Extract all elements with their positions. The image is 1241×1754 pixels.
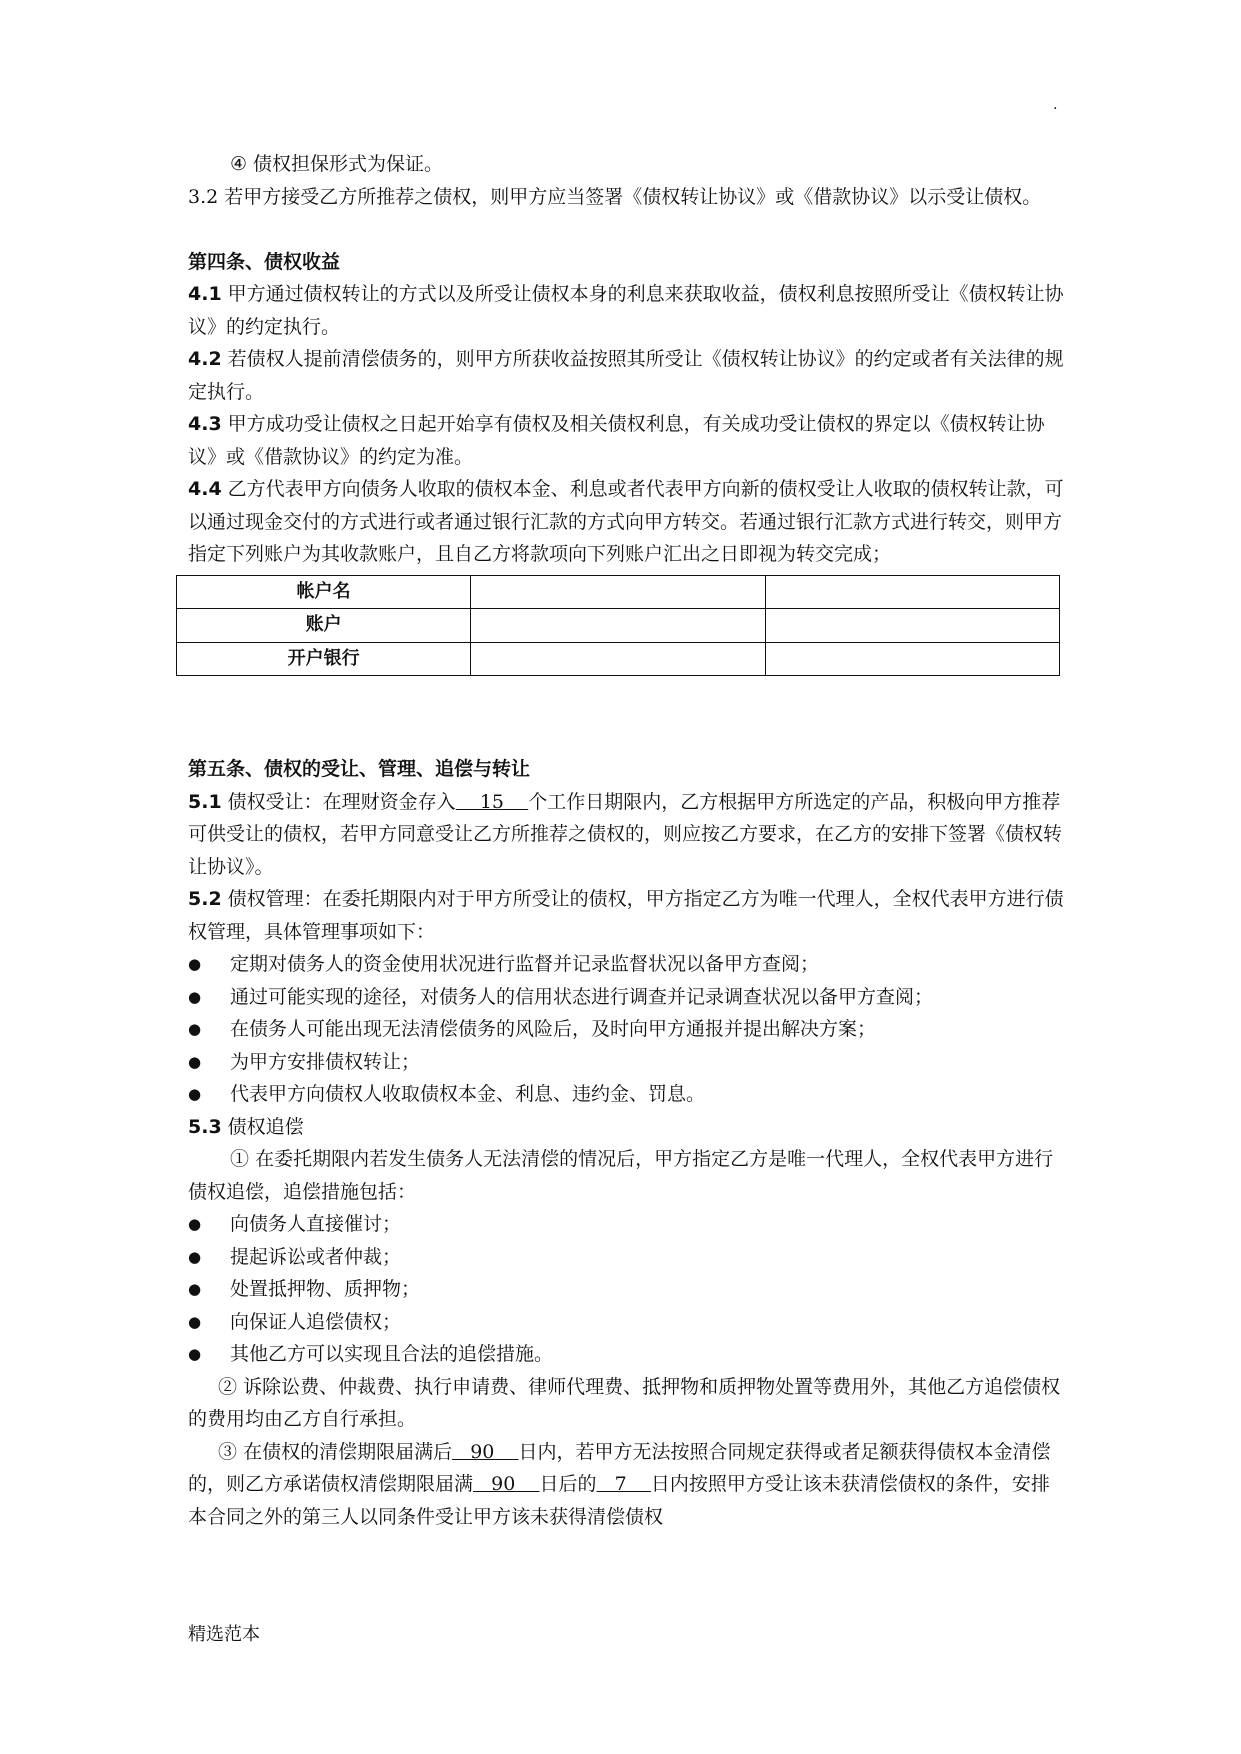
list-item [188, 1241, 1068, 1274]
table-row [177, 642, 1060, 676]
para-number: 4.3 [188, 413, 222, 435]
para-text: 若债权人提前清偿债务的，则甲方所获收益按照其所受让《债权转让协议》的约定或者有关法律的规定执行。 [188, 348, 1064, 403]
list-item [188, 1338, 1068, 1371]
bullet-icon: ● [188, 1052, 202, 1071]
para-text: 日后的 [539, 1473, 597, 1495]
blank-days: 15 [455, 790, 529, 813]
list-item-text: 向保证人追偿债权； [230, 1310, 402, 1333]
para-text: 乙方代表甲方向债务人收取的债权本金、利息或者代表甲方向新的债权受让人收取的债权转让款，可以通过现金交付的方式进行或者通过银行汇款的方式向甲方转交。若通过银行汇款方式进行转交，则甲方指定下列账户为其收款账户，且自乙方将款项向下列账户汇出之日即视为转交完成； [188, 478, 1064, 565]
item-marker: ② [218, 1375, 238, 1398]
list-item [188, 1013, 1068, 1046]
section-4-title: 第四条、债权收益 [188, 250, 341, 273]
list-item [188, 1046, 1068, 1079]
list-item-text: 向债务人直接催讨； [230, 1213, 402, 1235]
para-4-1 [188, 278, 1068, 343]
list-item [188, 1306, 1068, 1339]
document-body [188, 148, 1068, 1533]
bullet-icon: ● [188, 1312, 202, 1331]
para-4-3 [188, 408, 1068, 473]
list-item-text: 为甲方安排债权转让； [230, 1050, 421, 1073]
table-cell [765, 642, 1059, 676]
list-item-text: 代表甲方向债权人收取债权本金、利息、违约金、罚息。 [230, 1083, 706, 1105]
para-number: 3.2 [188, 185, 219, 208]
blank-days: 90 [473, 1473, 540, 1495]
list-item [188, 1208, 1068, 1241]
list-item-text: 提起诉讼或者仲裁； [230, 1245, 402, 1268]
table-cell [765, 575, 1059, 609]
para-3-2 [188, 181, 1068, 214]
bullet-icon: ● [188, 1215, 202, 1233]
para-number: 5.1 [188, 790, 222, 813]
bullet-icon: ● [188, 955, 202, 973]
para-4-4 [188, 473, 1068, 571]
para-text: 债权管理：在委托期限内对于甲方所受让的债权，甲方指定乙方为唯一代理人，全权代表甲方进行债权管理，具体管理事项如下： [188, 888, 1064, 943]
para-5-1 [188, 786, 1068, 884]
list-item-text: 处置抵押物、质押物； [230, 1278, 421, 1300]
blank-days: 90 [452, 1440, 519, 1463]
para-5-2 [188, 883, 1068, 948]
item-text: 债权担保形式为保证。 [253, 153, 444, 175]
table-row [177, 609, 1060, 643]
section-5-title: 第五条、债权的受让、管理、追偿与转让 [188, 758, 531, 780]
list-item-text: 通过可能实现的途径，对债务人的信用状态进行调查并记录调查状况以备甲方查阅； [230, 985, 934, 1008]
para-text: 个工作日期限内，乙方根据甲方所选定的产品，积极向甲方推荐可供受让的债权，若甲方同意受让乙方所推荐之债权的，则应按乙方要求，在乙方的安排下签署《债权转让协议》。 [188, 790, 1063, 878]
para-text: 甲方通过债权转让的方式以及所受让债权本身的利息来获取收益，债权利息按照所受让《债权转让协议》的约定执行。 [188, 283, 1064, 338]
bullet-icon: ● [188, 1345, 202, 1363]
para-text: 日内按照甲方受让该未获清偿债权的条件，安排本合同之外的第三人以同条件受让甲方该未获得清偿债权 [188, 1473, 1050, 1528]
bullet-icon: ● [188, 1280, 202, 1298]
table-cell-label: 帐户名 [177, 575, 471, 609]
bullet-icon: ● [188, 1247, 202, 1266]
para-number: 4.2 [188, 348, 222, 370]
para-number: 4.1 [188, 283, 222, 305]
management-list [188, 948, 1068, 1111]
para-text: 债权追偿 [227, 1115, 304, 1138]
para-number: 4.4 [188, 478, 222, 500]
para-number: 5.2 [188, 888, 222, 910]
item-marker: ③ [218, 1440, 238, 1463]
header-mark: . [1053, 97, 1058, 113]
bullet-icon: ● [188, 987, 202, 1006]
para-text: 甲方成功受让债权之日起开始享有债权及相关债权利息，有关成功受让债权的界定以《债权转让协议》或《借款协议》的约定为准。 [188, 413, 1045, 468]
list-item [188, 981, 1068, 1014]
list-item-text: 定期对债务人的资金使用状况进行监督并记录监督状况以备甲方查阅； [230, 953, 820, 975]
para-text: 诉除讼费、仲裁费、执行申请费、律师代理费、抵押物和质押物处置等费用外，其他乙方追偿债权的费用均由乙方自行承担。 [188, 1375, 1061, 1430]
list-item [188, 1078, 1068, 1111]
account-table [176, 575, 1060, 677]
para-5-3 [188, 1111, 1068, 1144]
table-cell [471, 609, 765, 643]
table-cell [765, 609, 1059, 643]
list-item [188, 948, 1068, 981]
para-4-2 [188, 343, 1068, 408]
para-text: 若甲方接受乙方所推荐之债权，则甲方应当签署《债权转让协议》或《借款协议》以示受让债权。 [224, 185, 1042, 208]
blank-days: 7 [596, 1473, 651, 1495]
footer-label: 精选范本 [188, 1624, 260, 1645]
para-5-3-2 [188, 1371, 1068, 1436]
table-row [177, 575, 1060, 609]
sec3-item4 [188, 148, 1068, 181]
para-text: 日内，若甲方无法按照合同规定获得或者足额获得债权本金清偿的，则乙方承诺债权清偿期限届满 [188, 1440, 1051, 1495]
item-marker: ① [230, 1148, 250, 1170]
bullet-icon: ● [188, 1085, 202, 1103]
para-text: 债权受让：在理财资金存入 [227, 790, 456, 813]
para-5-3-3 [188, 1436, 1068, 1534]
table-cell-label: 账户 [177, 609, 471, 643]
para-5-3-1 [188, 1143, 1068, 1208]
para-text: 在委托期限内若发生债务人无法清偿的情况后，甲方指定乙方是唯一代理人，全权代表甲方进行债权追偿，追偿措施包括： [188, 1148, 1054, 1203]
list-item [188, 1273, 1068, 1306]
recovery-list [188, 1208, 1068, 1371]
table-cell-label: 开户银行 [177, 642, 471, 676]
table-cell [471, 575, 765, 609]
list-item-text: 在债务人可能出现无法清偿债务的风险后，及时向甲方通报并提出解决方案； [230, 1018, 877, 1040]
item-marker: ④ [230, 153, 248, 175]
bullet-icon: ● [188, 1020, 202, 1038]
para-text: 在债权的清偿期限届满后 [243, 1440, 453, 1463]
table-cell [471, 642, 765, 676]
list-item-text: 其他乙方可以实现且合法的追偿措施。 [230, 1343, 554, 1365]
para-number: 5.3 [188, 1115, 222, 1138]
